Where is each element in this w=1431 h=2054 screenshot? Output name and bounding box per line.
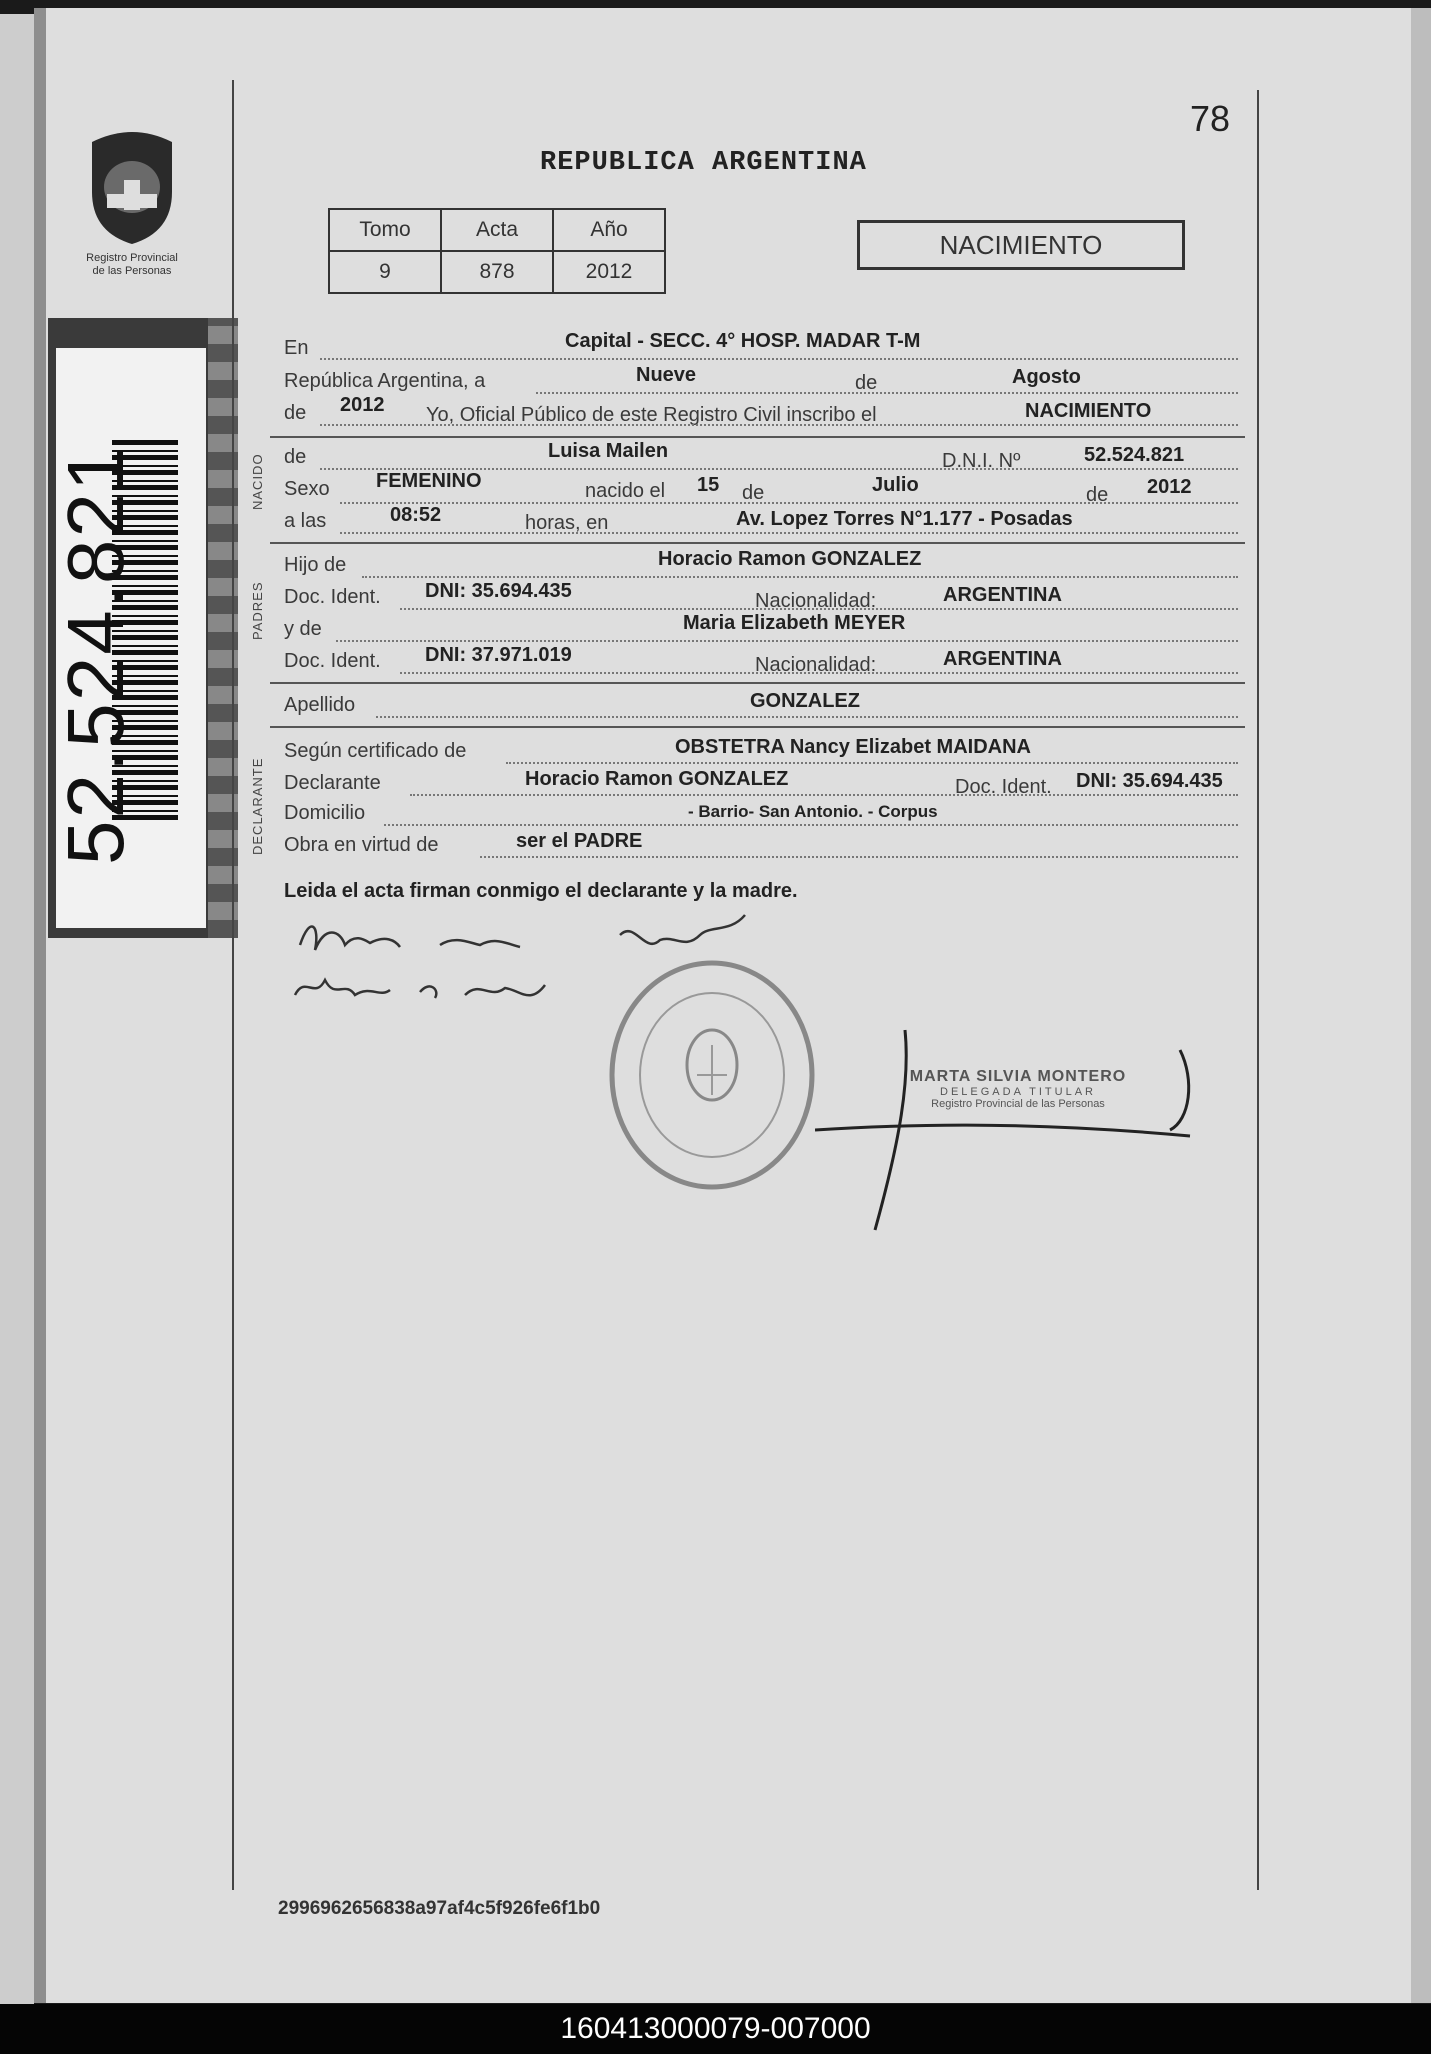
label-sexo: Sexo	[284, 478, 330, 500]
label-en: En	[284, 337, 309, 359]
value-father-nationality: ARGENTINA	[943, 584, 1062, 606]
hash-code: 2996962656838a97af4c5f926fe6f1b0	[278, 1898, 601, 1919]
record-table	[328, 208, 666, 294]
dotted-line	[400, 672, 1238, 674]
section-divider	[270, 682, 1245, 684]
dotted-line	[376, 716, 1238, 718]
value-birth-place: Av. Lopez Torres N°1.177 - Posadas	[736, 508, 1073, 530]
label-de-name: de	[284, 446, 307, 468]
table-cell: 2012	[553, 251, 665, 293]
dotted-line	[320, 424, 1238, 426]
document-type-box: NACIMIENTO	[857, 220, 1185, 270]
value-dni: 52.524.821	[1084, 444, 1185, 466]
section-divider	[270, 542, 1245, 544]
adjacent-page-edge	[0, 14, 34, 2004]
label-de-year: de	[284, 402, 307, 424]
section-label-padres: PADRES	[250, 581, 265, 640]
right-margin-line	[1257, 90, 1259, 1890]
value-act-type: NACIMIENTO	[1025, 400, 1152, 422]
footer-id: 160413000079-007000	[0, 2004, 1431, 2054]
official-registry: Registro Provincial de las Personas	[931, 1098, 1105, 1110]
value-father-name: Horacio Ramon GONZALEZ	[658, 548, 922, 570]
dotted-line	[384, 824, 1238, 826]
section-divider	[270, 436, 1245, 438]
value-mother-name: Maria Elizabeth MEYER	[683, 612, 906, 634]
value-month: Agosto	[1012, 366, 1081, 388]
label-de-birth-month: de	[742, 482, 765, 504]
dotted-line	[340, 532, 1238, 534]
page-number: 78	[1190, 98, 1231, 139]
table-header: Acta	[441, 209, 553, 251]
label-obra-virtud: Obra en virtud de	[284, 834, 439, 856]
page-stack-edge	[1411, 8, 1431, 2003]
dotted-line	[340, 502, 1238, 504]
label-de-birth-year: de	[1086, 484, 1109, 506]
section-divider	[270, 726, 1245, 728]
dotted-line	[506, 762, 1238, 764]
left-margin-line	[232, 80, 234, 1890]
label-apellido: Apellido	[284, 694, 356, 716]
dotted-line	[536, 392, 1238, 394]
label-yo-oficial: Yo, Oficial Público de este Registro Civil inscribo el	[426, 404, 877, 426]
value-certificate: OBSTETRA Nancy Elizabet MAIDANA	[675, 736, 1031, 758]
value-birth-time: 08:52	[390, 504, 442, 526]
dotted-line	[400, 608, 1238, 610]
round-seal	[605, 955, 820, 1195]
value-birth-day: 15	[697, 474, 720, 496]
side-id-number: 52.524.821	[51, 444, 140, 865]
value-father-doc: DNI: 35.694.435	[425, 580, 572, 602]
label-hijo-de: Hijo de	[284, 554, 347, 576]
value-mother-doc: DNI: 37.971.019	[425, 644, 572, 666]
label-de-month: de	[855, 372, 878, 394]
value-year: 2012	[340, 394, 385, 416]
label-horas-en: horas, en	[525, 512, 609, 534]
label-doc-ident-1: Doc. Ident.	[284, 586, 381, 608]
label-nacido-el: nacido el	[585, 480, 666, 502]
section-label-declarante: DECLARANTE	[250, 757, 265, 855]
value-declarant-doc: DNI: 35.694.435	[1076, 770, 1223, 792]
value-declarant: Horacio Ramon GONZALEZ	[525, 768, 789, 790]
value-name: Luisa Mailen	[548, 440, 669, 462]
label-declarante: Declarante	[284, 772, 381, 794]
label-y-de: y de	[284, 618, 322, 640]
binding-shadow	[34, 8, 46, 2003]
label-doc-ident-decl: Doc. Ident.	[955, 776, 1052, 798]
value-surname: GONZALEZ	[750, 690, 860, 712]
dotted-line	[336, 640, 1238, 642]
label-nacionalidad-1: Nacionalidad:	[755, 590, 877, 612]
official-stamp	[868, 1068, 1168, 1110]
mother-signature	[290, 960, 570, 1010]
logo-caption-line-2: de las Personas	[92, 265, 172, 277]
registry-logo	[72, 122, 192, 292]
value-birth-year: 2012	[1147, 476, 1192, 498]
dotted-line	[320, 358, 1238, 360]
dotted-line	[362, 576, 1238, 578]
official-title: DELEGADA TITULAR	[940, 1086, 1096, 1098]
table-cell: 878	[441, 251, 553, 293]
table-header: Tomo	[329, 209, 441, 251]
section-label-nacido: NACIDO	[250, 453, 265, 510]
label-domicilio: Domicilio	[284, 802, 366, 824]
logo-caption-line-1: Registro Provincial	[86, 252, 178, 264]
label-nacionalidad-2: Nacionalidad:	[755, 654, 877, 676]
value-day-written: Nueve	[636, 364, 697, 386]
dotted-line	[480, 856, 1238, 858]
table-row	[329, 251, 665, 293]
label-segun-certificado: Según certificado de	[284, 740, 467, 762]
label-dni: D.N.I. Nº	[942, 450, 1021, 472]
value-mother-nationality: ARGENTINA	[943, 648, 1062, 670]
value-capacity: ser el PADRE	[516, 830, 643, 852]
official-signature	[815, 1020, 1195, 1240]
dotted-line	[410, 794, 1238, 796]
shield-icon	[72, 122, 192, 247]
official-name: MARTA SILVIA MONTERO	[909, 1068, 1127, 1085]
page-title: REPUBLICA ARGENTINA	[540, 148, 867, 178]
value-sex: FEMENINO	[376, 470, 482, 492]
label-a-las: a las	[284, 510, 327, 532]
table-row	[329, 209, 665, 251]
value-place: Capital - SECC. 4° HOSP. MADAR T-M	[565, 330, 921, 352]
table-header: Año	[553, 209, 665, 251]
table-cell: 9	[329, 251, 441, 293]
value-birth-month: Julio	[872, 474, 919, 496]
value-address: - Barrio- San Antonio. - Corpus	[688, 802, 938, 821]
label-republica: República Argentina, a	[284, 370, 486, 392]
closing-text: Leida el acta firman conmigo el declarante y la madre.	[284, 880, 798, 902]
label-doc-ident-2: Doc. Ident.	[284, 650, 381, 672]
